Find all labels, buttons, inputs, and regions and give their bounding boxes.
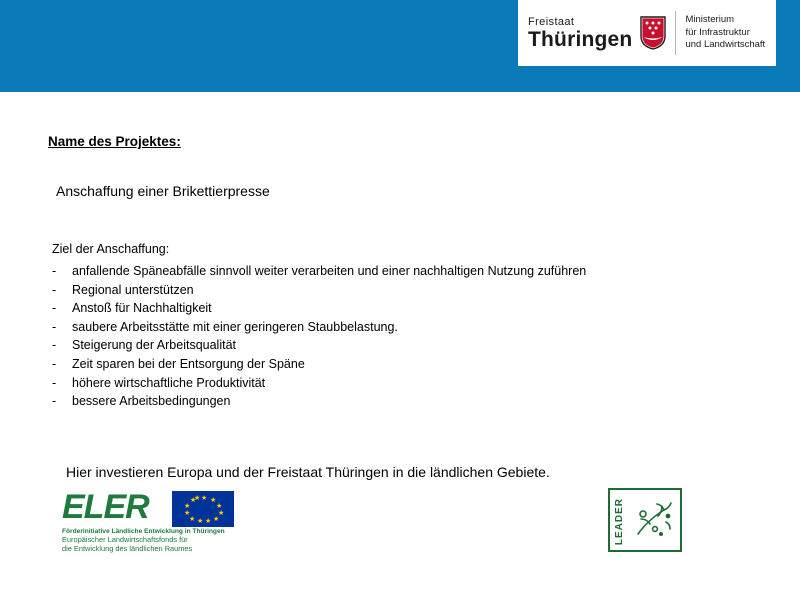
list-item-label: saubere Arbeitsstätte mit einer geringeren Staubbelastung.	[72, 319, 398, 334]
eler-logo	[62, 488, 238, 553]
list-item-label: Anstoß für Nachhaltigkeit	[72, 301, 212, 316]
bullet-marker: -	[52, 356, 57, 371]
leader-mark-icon	[628, 496, 678, 551]
list-item-label: bessere Arbeitsbedingungen	[72, 394, 231, 409]
bullet-marker: -	[52, 338, 57, 353]
logo-thueringen-label: Thüringen	[528, 27, 633, 51]
list-item-label: höhere wirtschaftliche Produktivität	[72, 375, 266, 390]
bullet-marker: -	[52, 282, 57, 297]
eler-subline-2: die Entwicklung des ländlichen Raumes	[62, 543, 193, 553]
eler-subline-bold: Förderinitiative Ländliche Entwicklung in Thüringen	[62, 528, 225, 535]
project-name: Anschaffung einer Brikettierpresse	[56, 183, 270, 199]
ministry-label	[685, 14, 765, 52]
list-item	[52, 392, 586, 411]
list-item	[52, 336, 586, 355]
eler-subline	[62, 536, 192, 553]
eu-flag-icon: ★ ★ ★ ★ ★ ★ ★ ★ ★ ★ ★ ★	[172, 491, 234, 527]
logo-freistaat-label: Freistaat	[528, 15, 575, 28]
bullet-marker: -	[52, 301, 57, 316]
list-item-label: Steigerung der Arbeitsqualität	[72, 338, 236, 353]
list-item	[52, 281, 586, 300]
ministry-line-1: Ministerium	[685, 13, 735, 25]
list-item-label: Regional unterstützen	[72, 282, 194, 297]
project-label: Name des Projektes:	[48, 134, 181, 149]
state-logo	[528, 16, 666, 50]
eler-wordmark: ELER	[62, 488, 149, 526]
leader-wordmark: LEADER	[614, 498, 625, 546]
leader-logo	[608, 488, 682, 552]
goal-label: Ziel der Anschaffung:	[52, 242, 170, 256]
list-item-label: anfallende Späneabfälle sinnvoll weiter verarbeiten und einer nachhaltigen Nutzung zuführen	[72, 264, 587, 278]
funding-statement: Hier investieren Europa und der Freistaat Thüringen in die ländlichen Gebiete.	[66, 464, 550, 480]
bullet-marker: -	[52, 375, 57, 390]
ministry-line-2: für Infrastruktur	[685, 26, 750, 38]
bullet-marker: -	[52, 264, 57, 278]
thueringen-ministry-logo	[518, 0, 776, 66]
state-logo-text	[528, 17, 632, 50]
logo-divider	[675, 11, 676, 55]
ministry-line-3: und Landwirtschaft	[685, 39, 766, 51]
list-item	[52, 262, 586, 281]
list-item	[52, 374, 586, 393]
thuringia-crest-icon	[640, 16, 666, 50]
list-item	[52, 318, 586, 337]
bullet-marker: -	[52, 394, 57, 409]
list-item-label: Zeit sparen bei der Entsorgung der Späne	[72, 356, 305, 371]
list-item	[52, 355, 586, 374]
header-band	[0, 0, 800, 92]
bullet-marker: -	[52, 319, 57, 334]
goal-bullet-list	[52, 262, 586, 411]
list-item	[52, 299, 586, 318]
eler-subline-1: Europäischer Landwirtschaftsfonds für	[62, 535, 188, 544]
